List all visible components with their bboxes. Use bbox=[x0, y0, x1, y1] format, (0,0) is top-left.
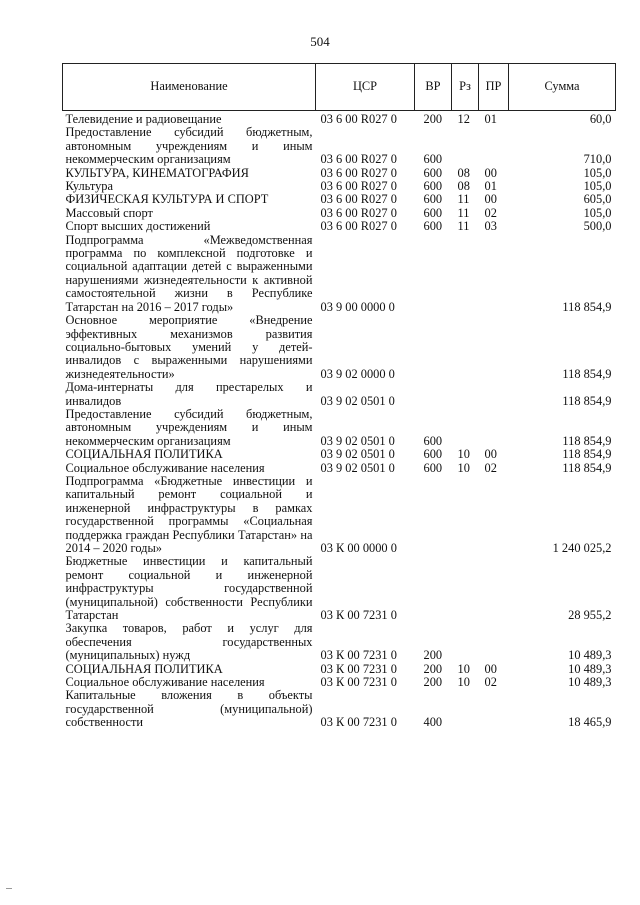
cell-name: Бюджетные инвестиции и капитальный ремонт социальной и инженерной инфраструктуры государственной (муниципальной) собственности Республики Татарстан bbox=[65, 554, 313, 623]
cell-sum: 10 489,3 bbox=[568, 675, 612, 690]
cell-sum: 10 489,3 bbox=[568, 661, 612, 676]
cell-name: ФИЗИЧЕСКАЯ КУЛЬТУРА И СПОРТ bbox=[65, 192, 269, 207]
cell-vr: 200 bbox=[423, 661, 443, 676]
cell-csr: 03 6 00 R027 0 bbox=[320, 179, 397, 194]
cell-vr: 600 bbox=[423, 219, 443, 234]
cell-csr: 03 К 00 7231 0 bbox=[320, 715, 397, 730]
cell-name: Предоставление субсидий бюджетным, автономным учреждениям и иным некоммерческим организациям bbox=[65, 406, 313, 448]
cell-vr: 200 bbox=[423, 648, 443, 663]
cell-sum: 118 854,9 bbox=[562, 447, 612, 462]
cell-sum: 105,0 bbox=[583, 179, 612, 194]
cell-rz: 11 bbox=[457, 219, 470, 234]
cell-sum: 118 854,9 bbox=[562, 393, 612, 408]
header-name: Наименование bbox=[63, 64, 316, 111]
cell-sum: 118 854,9 bbox=[562, 433, 612, 448]
cell-rz: 11 bbox=[457, 192, 470, 207]
table-row bbox=[63, 126, 616, 166]
cell-rz bbox=[452, 381, 479, 408]
cell-rz bbox=[452, 555, 479, 622]
header-sum: Сумма bbox=[509, 64, 616, 111]
cell-rz: 10 bbox=[457, 447, 470, 462]
cell-pr bbox=[479, 381, 509, 408]
cell-pr: 00 bbox=[484, 661, 497, 676]
cell-pr: 00 bbox=[484, 447, 497, 462]
cell-vr bbox=[415, 314, 452, 381]
cell-sum: 118 854,9 bbox=[562, 366, 612, 381]
cell-rz: 08 bbox=[457, 165, 470, 180]
table-row bbox=[63, 555, 616, 622]
cell-sum: 500,0 bbox=[583, 219, 612, 234]
cell-name: Закупка товаров, работ и услуг для обеспечения государственных (муниципальных) нужд bbox=[65, 621, 313, 663]
cell-sum: 118 854,9 bbox=[562, 460, 612, 475]
cell-csr: 03 6 00 R027 0 bbox=[320, 205, 397, 220]
cell-csr: 03 9 02 0501 0 bbox=[320, 447, 395, 462]
cell-vr: 600 bbox=[423, 447, 443, 462]
table-row bbox=[63, 676, 616, 689]
cell-csr: 03 6 00 R027 0 bbox=[320, 112, 397, 126]
table-row bbox=[63, 408, 616, 448]
table-row bbox=[63, 381, 616, 408]
cell-csr: 03 9 02 0501 0 bbox=[320, 393, 395, 408]
cell-sum: 18 465,9 bbox=[568, 715, 612, 730]
cell-rz: 12 bbox=[457, 112, 470, 126]
table-row bbox=[63, 622, 616, 662]
table-row bbox=[63, 220, 616, 233]
cell-vr: 600 bbox=[423, 152, 443, 167]
table-row bbox=[63, 193, 616, 206]
cell-csr: 03 К 00 7231 0 bbox=[320, 661, 397, 676]
cell-vr: 600 bbox=[423, 192, 443, 207]
cell-csr: 03 К 00 7231 0 bbox=[320, 675, 397, 690]
cell-vr: 600 bbox=[423, 165, 443, 180]
cell-rz bbox=[452, 622, 479, 662]
cell-sum: 118 854,9 bbox=[562, 299, 612, 314]
table-row bbox=[63, 663, 616, 676]
table-row bbox=[63, 314, 616, 381]
cell-rz: 08 bbox=[457, 179, 470, 194]
cell-csr: 03 6 00 R027 0 bbox=[320, 152, 397, 167]
cell-vr: 600 bbox=[423, 205, 443, 220]
cell-sum: 60,0 bbox=[589, 112, 612, 126]
cell-pr: 00 bbox=[484, 165, 497, 180]
cell-name: Капитальные вложения в объекты государственной (муниципальной) собственности bbox=[65, 688, 313, 730]
cell-pr bbox=[479, 314, 509, 381]
cell-vr: 200 bbox=[423, 112, 443, 126]
budget-table bbox=[62, 63, 616, 730]
cell-csr: 03 К 00 0000 0 bbox=[320, 541, 397, 555]
cell-vr: 600 bbox=[423, 460, 443, 475]
cell-sum: 605,0 bbox=[583, 192, 612, 207]
header-rz: Рз bbox=[452, 64, 479, 111]
cell-csr: 03 9 00 0000 0 bbox=[320, 299, 395, 314]
cell-name: Социальное обслуживание населения bbox=[65, 675, 265, 690]
cell-pr: 01 bbox=[484, 179, 497, 194]
cell-pr bbox=[479, 234, 509, 314]
cell-vr: 200 bbox=[423, 675, 443, 690]
cell-name: Основное мероприятие «Внедрение эффективных механизмов развития социально-бытовых умений у детей-инвалидов с выраженными нарушениями жизнедеятельности» bbox=[65, 313, 313, 381]
cell-sum: 28 955,2 bbox=[568, 608, 612, 623]
cell-pr bbox=[479, 555, 509, 622]
cell-name: Массовый спорт bbox=[65, 205, 153, 220]
cell-rz: 11 bbox=[457, 205, 470, 220]
cell-pr: 02 bbox=[484, 460, 497, 475]
cell-sum: 710,0 bbox=[583, 152, 612, 167]
cell-name: Социальное обслуживание населения bbox=[65, 460, 265, 475]
cell-vr bbox=[415, 381, 452, 408]
cell-pr: 02 bbox=[484, 205, 497, 220]
cell-pr: 01 bbox=[484, 112, 497, 126]
cell-name: Телевидение и радиовещание bbox=[65, 112, 222, 126]
table-row bbox=[63, 448, 616, 461]
table-row bbox=[63, 462, 616, 475]
cell-sum: 10 489,3 bbox=[568, 648, 612, 663]
cell-vr bbox=[415, 234, 452, 314]
cell-pr bbox=[479, 408, 509, 448]
table-row bbox=[63, 180, 616, 193]
cell-rz bbox=[452, 234, 479, 314]
cell-pr bbox=[479, 622, 509, 662]
cell-csr: 03 9 02 0000 0 bbox=[320, 366, 395, 381]
cell-vr: 600 bbox=[423, 433, 443, 448]
cell-csr: 03 9 02 0501 0 bbox=[320, 460, 395, 475]
page-number: 504 bbox=[310, 34, 330, 49]
cell-pr bbox=[479, 689, 509, 729]
cell-csr: 03 9 02 0501 0 bbox=[320, 433, 395, 448]
table-row bbox=[63, 111, 616, 127]
cell-pr bbox=[479, 126, 509, 166]
cell-csr: 03 К 00 7231 0 bbox=[320, 648, 397, 663]
cell-csr: 03 6 00 R027 0 bbox=[320, 219, 397, 234]
cell-name: СОЦИАЛЬНАЯ ПОЛИТИКА bbox=[65, 447, 223, 462]
header-vr: ВР bbox=[415, 64, 452, 111]
cell-sum: 105,0 bbox=[583, 205, 612, 220]
cell-name: КУЛЬТУРА, КИНЕМАТОГРАФИЯ bbox=[65, 165, 249, 180]
cell-pr: 03 bbox=[484, 219, 497, 234]
cell-vr bbox=[415, 475, 452, 555]
cell-name: Подпрограмма «Межведомственная программа по комплексной подготовке и социальной адаптации детей с выраженными нарушениями жизнедеятельности к активной самостоятельной жизни в Республике Татарстан на 2016 – 2017 годы» bbox=[65, 232, 313, 314]
cell-name: Дома-интернаты для престарелых и инвалидов bbox=[65, 380, 313, 408]
cell-name: Предоставление субсидий бюджетным, автономным учреждениям и иным некоммерческим организациям bbox=[65, 125, 313, 167]
header-pr: ПР bbox=[479, 64, 509, 111]
cell-pr: 00 bbox=[484, 192, 497, 207]
table-body bbox=[63, 111, 616, 730]
cell-rz bbox=[452, 408, 479, 448]
cell-csr: 03 6 00 R027 0 bbox=[320, 192, 397, 207]
cell-sum: 105,0 bbox=[583, 165, 612, 180]
cell-rz: 10 bbox=[457, 661, 470, 676]
cell-pr bbox=[479, 475, 509, 555]
scan-mark bbox=[6, 888, 12, 889]
cell-rz: 10 bbox=[457, 460, 470, 475]
cell-rz bbox=[452, 126, 479, 166]
cell-csr: 03 6 00 R027 0 bbox=[320, 165, 397, 180]
cell-pr: 02 bbox=[484, 675, 497, 690]
cell-name: Спорт высших достижений bbox=[65, 219, 211, 234]
header-csr: ЦСР bbox=[316, 64, 415, 111]
cell-name: СОЦИАЛЬНАЯ ПОЛИТИКА bbox=[65, 661, 223, 676]
cell-vr: 600 bbox=[423, 179, 443, 194]
cell-vr: 400 bbox=[423, 715, 443, 730]
cell-name: Подпрограмма «Бюджетные инвестиции и капитальный ремонт социальной и инженерной инфраструктуры в рамках государственной программы «Социальная поддержка граждан Республики Татарстан» на 2014 – 2020 годы» bbox=[65, 473, 313, 555]
cell-rz bbox=[452, 314, 479, 381]
table-row bbox=[63, 475, 616, 555]
table-row bbox=[63, 234, 616, 314]
table-row bbox=[63, 207, 616, 220]
table-row bbox=[63, 689, 616, 729]
cell-name: Культура bbox=[65, 179, 113, 194]
cell-sum: 1 240 025,2 bbox=[552, 541, 612, 555]
cell-rz bbox=[452, 689, 479, 729]
cell-rz bbox=[452, 475, 479, 555]
table-row bbox=[63, 167, 616, 180]
cell-csr: 03 К 00 7231 0 bbox=[320, 608, 397, 623]
cell-vr bbox=[415, 555, 452, 622]
cell-rz: 10 bbox=[457, 675, 470, 690]
table-header bbox=[63, 64, 616, 111]
